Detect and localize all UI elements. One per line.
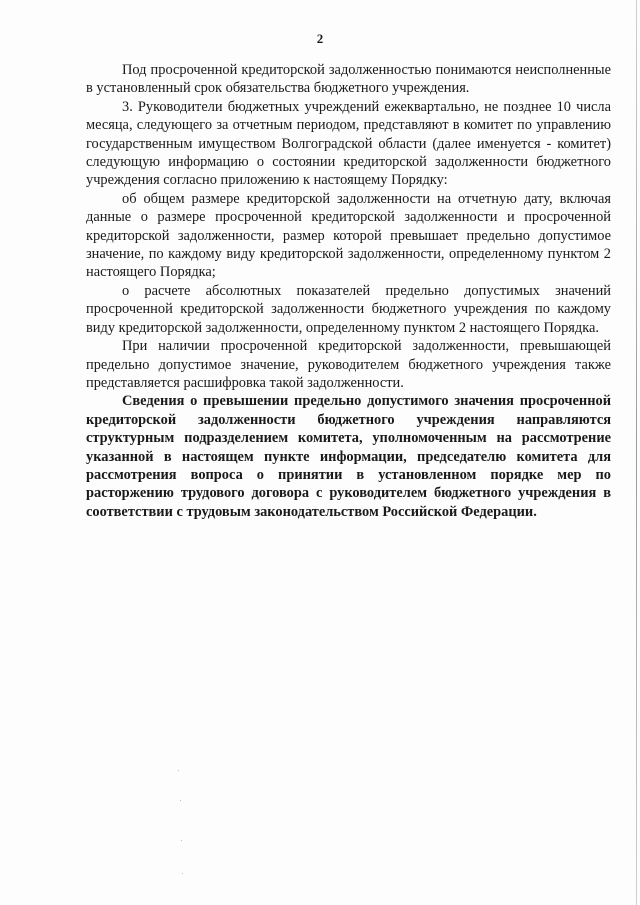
scan-speck	[178, 770, 179, 771]
scan-edge-line	[636, 0, 637, 905]
paragraph-excess-info: Сведения о превышении предельно допустимого значения просроченной кредиторской задолженности бюджетного учреждения направляются структурным подразделением комитета, уполномоченным на рассмотрение указанной в настоящем пункте информации, председателю комитета для рассмотрения вопроса о принятии в установленном порядке мер по расторжению трудового договора с руководителем бюджетного учреждения в соответствии с трудовым законодательством Российской Федерации.	[86, 393, 611, 520]
scan-speck	[180, 800, 181, 801]
scan-speck	[181, 840, 182, 841]
paragraph-overdue-definition: Под просроченной кредиторской задолженностью понимаются неисполненные в установленный срок обязательства бюджетного учреждения.	[86, 62, 611, 97]
paragraph-absolute-indicators: о расчете абсолютных показателей предельно допустимых значений просроченной кредиторской задолженности бюджетного учреждения по каждому виду кредиторской задолженности, определенному пунктом 2 настоящего Порядка.	[86, 282, 611, 336]
page-number: 2	[316, 31, 324, 46]
paragraph-total-debt: об общем размере кредиторской задолженности на отчетную дату, включая данные о размере просроченной кредиторской задолженности и просроченной кредиторской задолженности, размер которой превышает предельно допустимое значение, по каждому виду кредиторской задолженности, определенному пунктом 2 настоящего Порядка;	[86, 190, 611, 281]
paragraph-item-3: 3. Руководители бюджетных учреждений ежеквартально, не позднее 10 числа месяца, следующего за отчетным периодом, представляют в комитет по управлению государственным имуществом Волгоградской области (далее именуется - комитет) следующую информацию о состоянии кредиторской задолженности бюджетного учреждения согласно приложению к настоящему Порядку:	[86, 98, 611, 189]
scan-speck	[182, 873, 183, 874]
document-body	[86, 61, 611, 521]
paragraph-breakdown: При наличии просроченной кредиторской задолженности, превышающей предельно допустимое значение, руководителем бюджетного учреждения также представляется расшифровка такой задолженности.	[86, 338, 611, 391]
